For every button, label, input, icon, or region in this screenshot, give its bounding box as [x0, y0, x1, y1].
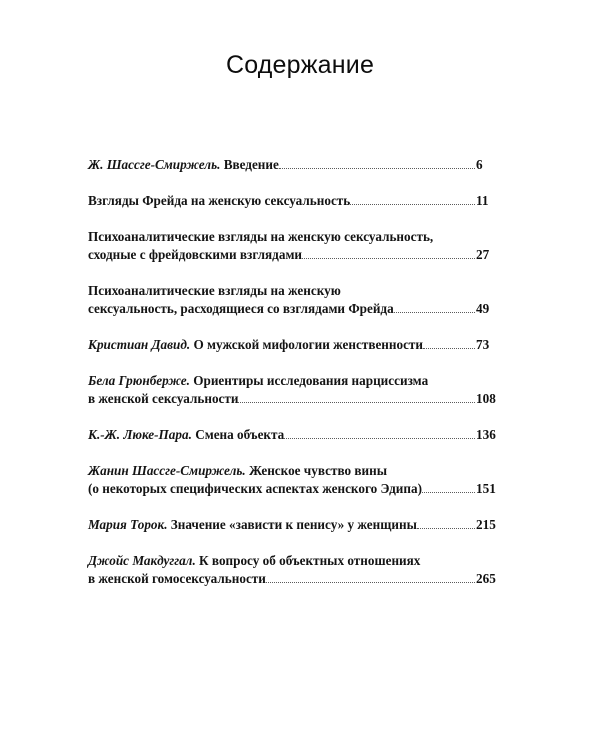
toc-entry-text: (о некоторых специфических аспектах женского Эдипа) — [88, 481, 422, 496]
toc-entry-text: сексуальность, расходящиеся со взглядами Фрейда — [88, 301, 394, 316]
toc-entry-author: Джойс Макдуггал. — [88, 553, 196, 568]
leader-dots — [284, 438, 475, 439]
toc-entry-text: в женской сексуальности — [88, 391, 239, 406]
toc-entry-text: К.-Ж. Люке-Пара. Смена объекта — [88, 427, 285, 442]
toc-page-number: 73 — [476, 337, 490, 352]
toc-entry-text: Кристиан Давид. О мужской мифологии женственности — [88, 337, 424, 352]
toc-entry-text: Жанин Шассге-Смиржель. Женское чувство вины — [88, 463, 387, 478]
toc-entry-line — [88, 552, 512, 570]
toc-entry[interactable] — [88, 516, 512, 534]
toc-entry[interactable] — [88, 282, 512, 318]
toc-entry-text: Психоаналитические взгляды на женскую — [88, 283, 341, 298]
toc-entry-line — [88, 480, 512, 498]
toc-entry-line — [88, 462, 512, 480]
toc-entry-line — [88, 336, 512, 354]
toc-page-number: 27 — [476, 247, 490, 262]
toc-entry-line — [88, 246, 512, 264]
leader-dots — [394, 312, 475, 313]
toc-entry-line — [88, 156, 512, 174]
toc-entry[interactable] — [88, 552, 512, 588]
toc-page-number: 136 — [476, 427, 496, 442]
table-of-contents-list — [88, 156, 512, 588]
toc-entry-text: Ж. Шассге-Смиржель. Введение — [88, 157, 279, 172]
toc-entry[interactable] — [88, 336, 512, 354]
toc-entry[interactable] — [88, 156, 512, 174]
toc-entry-author: Жанин Шассге-Смиржель. — [88, 463, 246, 478]
toc-entry-text: Джойс Макдуггал. К вопросу об объектных отношениях — [88, 553, 421, 568]
toc-entry-author: Бела Грюнберже. — [88, 373, 190, 388]
leader-dots — [302, 258, 475, 259]
toc-page-number: 265 — [476, 571, 496, 586]
toc-page-number: 215 — [476, 517, 496, 532]
page-title: Содержание — [225, 51, 375, 79]
leader-dots — [238, 402, 475, 403]
toc-entry-line — [88, 192, 512, 210]
toc-entry-text: Взгляды Фрейда на женскую сексуальность — [88, 193, 351, 208]
toc-page-number: 6 — [476, 157, 483, 172]
toc-entry[interactable] — [88, 372, 512, 408]
toc-entry-line — [88, 426, 512, 444]
toc-entry[interactable] — [88, 462, 512, 498]
toc-page-number: 49 — [476, 301, 490, 316]
toc-entry-line — [88, 282, 512, 300]
toc-entry[interactable] — [88, 426, 512, 444]
toc-entry-author: Кристиан Давид. — [88, 337, 191, 352]
leader-dots — [417, 528, 475, 529]
toc-entry-line — [88, 516, 512, 534]
toc-entry-text: в женской гомосексуальности — [88, 571, 266, 586]
toc-entry-line — [88, 228, 512, 246]
toc-entry-text: сходные с фрейдовскими взглядами — [88, 247, 303, 262]
toc-entry-text: Мария Торок. Значение «зависти к пенису» у женщины — [88, 517, 417, 532]
toc-entry-author: Ж. Шассге-Смиржель. — [88, 157, 221, 172]
leader-dots — [266, 582, 475, 583]
toc-entry-author: К.-Ж. Люке-Пара. — [88, 427, 192, 442]
leader-dots — [350, 204, 475, 205]
leader-dots — [279, 168, 475, 169]
toc-page-number: 151 — [476, 481, 496, 496]
toc-entry-line — [88, 390, 512, 408]
toc-entry-author: Мария Торок. — [88, 517, 168, 532]
leader-dots — [423, 348, 475, 349]
toc-entry[interactable] — [88, 228, 512, 264]
toc-entry-text: Психоаналитические взгляды на женскую сексуальность, — [88, 229, 434, 244]
toc-entry[interactable] — [88, 192, 512, 210]
toc-entry-text: Бела Грюнберже. Ориентиры исследования нарциссизма — [88, 373, 429, 388]
toc-entry-line — [88, 300, 512, 318]
toc-page-number: 11 — [476, 193, 489, 208]
toc-entry-line — [88, 372, 512, 390]
toc-entry-line — [88, 570, 512, 588]
leader-dots — [422, 492, 475, 493]
toc-page-number: 108 — [476, 391, 496, 406]
